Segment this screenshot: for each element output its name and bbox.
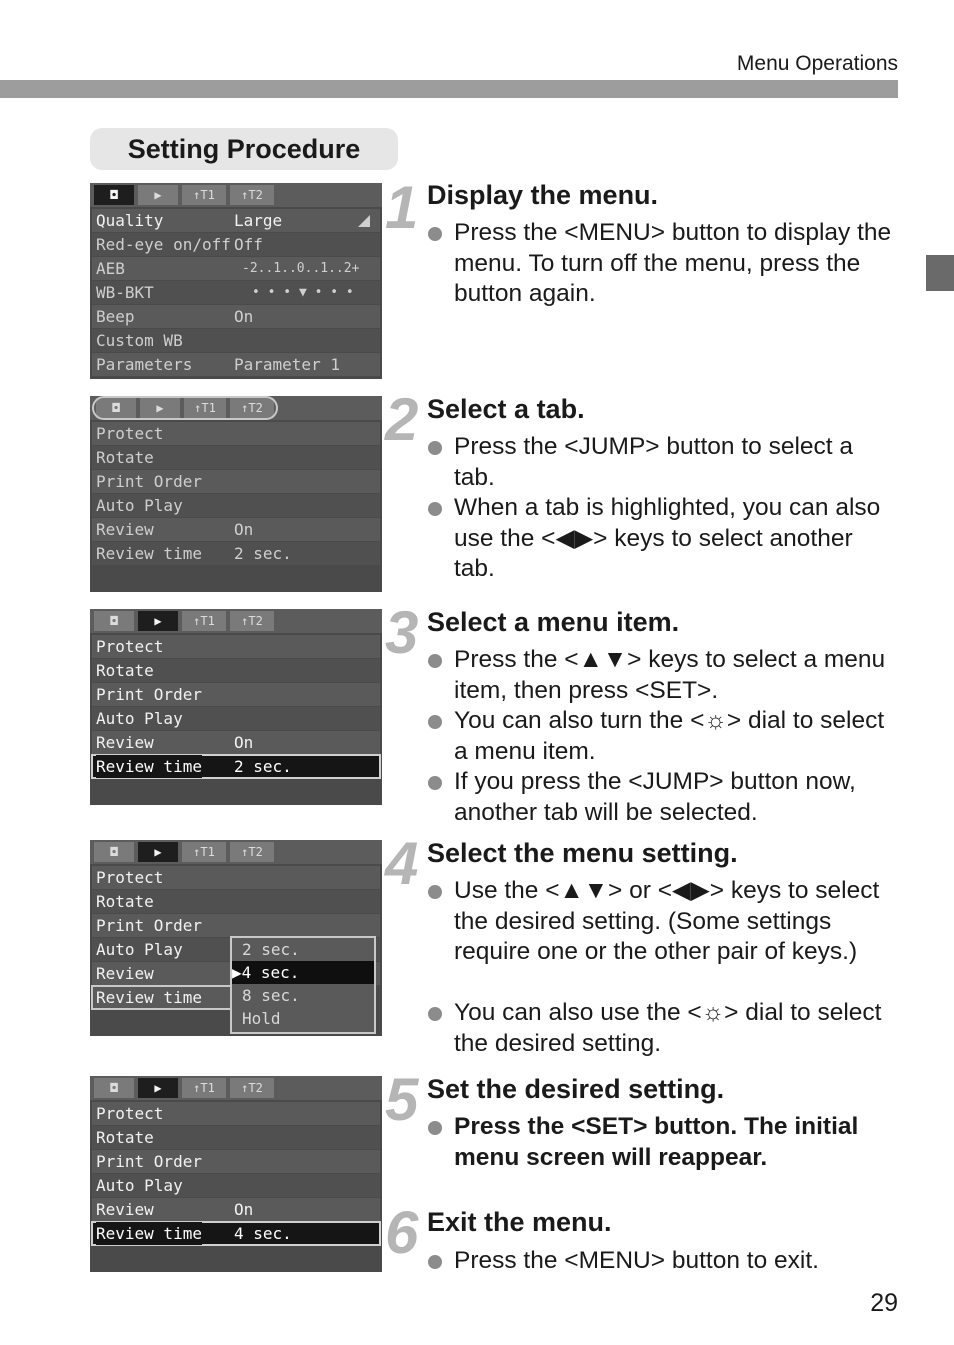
- menu-row: Print Order: [92, 470, 380, 493]
- setup1-tab: ↑T1: [182, 611, 226, 631]
- playback-tab: ▶: [138, 611, 178, 631]
- menu-row: Rotate: [92, 890, 380, 913]
- menu-row: Auto Play: [92, 494, 380, 517]
- menu-row: Rotate: [92, 446, 380, 469]
- menu-row: Beep On: [92, 305, 380, 328]
- step-title: Exit the menu.: [427, 1207, 612, 1237]
- menu-row: Auto Play: [92, 707, 380, 730]
- menu-tabs: [90, 396, 382, 420]
- setup2-tab: ↑T2: [230, 611, 274, 631]
- menu-row: Custom WB: [92, 329, 380, 352]
- popup-option: 2 sec.: [242, 940, 300, 959]
- bullet-icon: [428, 1121, 442, 1135]
- shooting-tab: ◘: [96, 398, 136, 418]
- step-bullet: If you press the <JUMP> button now, another tab will be selected.: [428, 767, 900, 828]
- bullet-icon: [428, 227, 442, 241]
- step-title: Display the menu.: [427, 180, 659, 210]
- step-number: 3: [385, 599, 419, 666]
- bullet-icon: [428, 1007, 442, 1021]
- shooting-tab: ◘: [94, 185, 134, 205]
- lcd-screen-3: [90, 609, 382, 805]
- step-title: Select a tab.: [427, 394, 585, 424]
- menu-row: Review time 2 sec.: [92, 542, 380, 565]
- step-bullet: Press the <MENU> button to display the menu. To turn off the menu, press the button again.: [428, 218, 900, 310]
- step-bullet: Use the <▲▼> or <◀▶> keys to select the desired setting. (Some settings require one or the other pair of keys.): [428, 876, 900, 968]
- procedure-title: Setting Procedure: [90, 128, 398, 170]
- menu-row: Parameters Parameter 1: [92, 353, 380, 376]
- playback-tab: ▶: [138, 185, 178, 205]
- step-bullet: Press the <▲▼> keys to select a menu item, then press <SET>.: [428, 645, 900, 706]
- setup1-tab: ↑T1: [182, 1078, 226, 1098]
- step-title: Select the menu setting.: [427, 838, 738, 868]
- playback-tab: ▶: [138, 842, 178, 862]
- menu-row: Red-eye on/off Off: [92, 233, 380, 256]
- menu-row: Quality Large: [92, 209, 380, 232]
- popup-option: 8 sec.: [242, 986, 300, 1005]
- menu-row: Review On: [92, 1198, 380, 1221]
- menu-row: Protect: [92, 635, 380, 658]
- bullet-icon: [428, 776, 442, 790]
- menu-row: Rotate: [92, 1126, 380, 1149]
- shooting-tab: ◘: [94, 1078, 134, 1098]
- quality-icon: [358, 215, 370, 227]
- menu-row: Review On: [92, 518, 380, 541]
- menu-row-selected: Review time 4 sec.: [92, 1222, 380, 1245]
- menu-row: Review On: [92, 731, 380, 754]
- chapter-side-tab: [926, 255, 954, 291]
- menu-row: Auto Play: [92, 1174, 380, 1197]
- menu-row: Protect: [92, 866, 380, 889]
- setup2-tab: ↑T2: [230, 185, 274, 205]
- step-bullet: Press the <SET> button. The initial menu screen will reappear.: [428, 1112, 900, 1173]
- setup1-tab: ↑T1: [182, 842, 226, 862]
- menu-row: Print Order: [92, 914, 380, 937]
- menu-row: Rotate: [92, 659, 380, 682]
- step-number: 4: [385, 830, 419, 897]
- menu-tabs: [90, 1076, 382, 1100]
- lcd-screen-1: [90, 183, 382, 379]
- setup2-tab: ↑T2: [230, 842, 274, 862]
- shooting-tab: ◘: [94, 611, 134, 631]
- playback-tab: ▶: [138, 1078, 178, 1098]
- menu-tabs: [90, 609, 382, 633]
- lcd-screen-2: [90, 396, 382, 592]
- lcd-screen-5: [90, 1076, 382, 1272]
- bullet-icon: [428, 502, 442, 516]
- playback-tab: ▶: [140, 398, 180, 418]
- shooting-tab: ◘: [94, 842, 134, 862]
- menu-row: Review: [92, 962, 380, 985]
- step-number: 2: [385, 386, 419, 453]
- bullet-icon: [428, 715, 442, 729]
- menu-row: Print Order: [92, 683, 380, 706]
- step-bullet: When a tab is highlighted, you can also use the <◀▶> keys to select another tab.: [428, 493, 900, 585]
- menu-tabs: [90, 183, 382, 207]
- step-bullet: You can also turn the <☼> dial to select a menu item.: [428, 706, 900, 767]
- setup2-tab: ↑T2: [230, 398, 274, 418]
- step-bullet: Press the <MENU> button to exit.: [428, 1246, 900, 1277]
- setting-popup: [230, 936, 376, 1034]
- step-bullet: Press the <JUMP> button to select a tab.: [428, 432, 900, 493]
- bullet-icon: [428, 654, 442, 668]
- menu-row: Protect: [92, 422, 380, 445]
- setup1-tab: ↑T1: [184, 398, 226, 418]
- lcd-screen-4: [90, 840, 382, 1036]
- menu-row: Protect: [92, 1102, 380, 1125]
- popup-option-selected: ▶4 sec.: [232, 961, 374, 984]
- menu-tabs: [90, 840, 382, 864]
- step-number: 1: [385, 174, 419, 241]
- step-number: 5: [385, 1066, 419, 1133]
- header-bar: [0, 80, 898, 98]
- bullet-icon: [428, 1255, 442, 1269]
- step-title: Select a menu item.: [427, 607, 680, 637]
- step-bullet: You can also use the <☼> dial to select the desired setting.: [428, 998, 900, 1059]
- menu-row: Print Order: [92, 1150, 380, 1173]
- header-title: Menu Operations: [736, 52, 898, 75]
- page-number: 29: [870, 1289, 898, 1317]
- menu-row: Auto Play: [92, 938, 380, 961]
- step-number: 6: [385, 1199, 419, 1266]
- menu-row: AEB -2..1..0..1..2+: [92, 257, 380, 280]
- bullet-icon: [428, 885, 442, 899]
- setup1-tab: ↑T1: [182, 185, 226, 205]
- setup2-tab: ↑T2: [230, 1078, 274, 1098]
- menu-row-selected: Review time 2 sec.: [92, 755, 380, 778]
- bullet-icon: [428, 441, 442, 455]
- step-title: Set the desired setting.: [427, 1074, 725, 1104]
- popup-option: Hold: [242, 1009, 281, 1028]
- tab-highlight-ring: [92, 396, 278, 420]
- menu-row-selected: Review time: [92, 986, 232, 1009]
- menu-row: WB-BKT • • • ▼ • • •: [92, 281, 380, 304]
